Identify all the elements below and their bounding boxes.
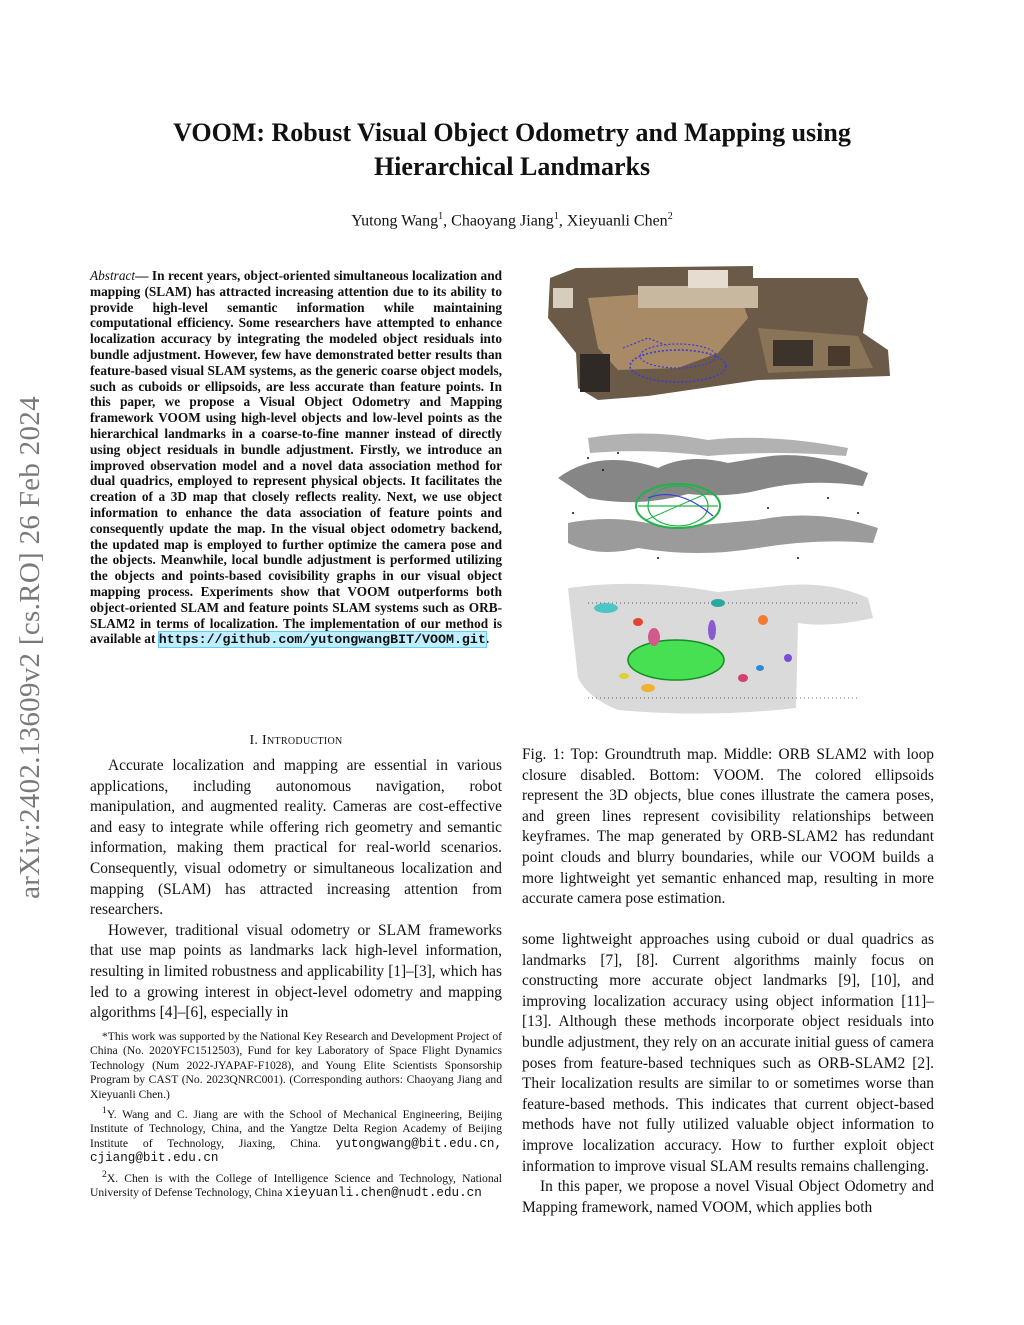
abstract [90, 268, 502, 648]
email-2: xieyuanli.chen@nudt.edu.cn [285, 1185, 482, 1200]
section-title: Introduction [262, 733, 343, 748]
author-name: Xieyuanli Chen [566, 212, 668, 230]
affiliation-mark: 1 [553, 211, 559, 222]
section-heading [90, 733, 502, 749]
paper-title: VOOM: Robust Visual Object Odometry and Mapping using Hierarchical Landmarks [173, 118, 851, 181]
affiliation-mark: 1 [438, 211, 444, 222]
right-column-body [522, 930, 934, 1218]
introduction-body [90, 756, 502, 1024]
figure-1-image [528, 258, 908, 720]
voom-map-panel [568, 584, 873, 714]
author-list: Yutong Wang$^1$, Chaoyang Jiang$^1$, Xieyuanli Chen$^2$ [351, 211, 673, 230]
figure-1 [528, 258, 908, 720]
abstract-end: . [485, 631, 490, 647]
abstract-label: Abstract [90, 268, 136, 283]
footnote-affiliation-2: $^2$X. Chen is with the College of Intelligence Science and Technology, National University of Defense Technology, China xieyuanli.chen@nudt.edu.cn [90, 1168, 502, 1200]
author-name: Chaoyang Jiang [451, 212, 554, 230]
code-link[interactable]: https://github.com/yutongwangBIT/VOOM.git [158, 632, 486, 648]
paragraph: However, traditional visual odometry or SLAM frameworks that use map points as landmarks lack high-level information, resulting in limited robustness and applicability [1]–[3], which has led to a growing interest in object-level odometry and mapping algorithms [4]–[6], especially in [90, 921, 502, 1022]
paragraph: In this paper, we propose a novel Visual Object Odometry and Mapping framework, named VOOM, which applies both [522, 1178, 934, 1216]
author-name: Yutong Wang [351, 212, 439, 230]
groundtruth-map-panel [548, 266, 890, 400]
abstract-text: — In recent years, object-oriented simultaneous localization and mapping (SLAM) has attracted increasing attention due to its ability to provide high-level semantic information while maintaining computational efficiency. Some researchers have attempted to enhance localization accuracy by integrating the modeled object residuals into bundle adjustment. However, few have demonstrated better results than feature-based visual SLAM systems, as the generic coarse object models, such as cuboids or ellipsoids, are less accurate than feature points. In this paper, we propose a Visual Object Odometry and Mapping framework VOOM using high-level objects and low-level points as the hierarchical landmarks in a coarse-to-fine manner instead of directly using object residuals in bundle adjustment. Firstly, we introduce an improved observation model and a novel data association method for dual quadrics, employed to represent physical objects. It facilitates the creation of a 3D map that closely reflects reality. Next, we use object information to enhance the data association of feature points and consequently update the map. In the visual object odometry backend, the updated map is employed to further optimize the camera pose and the objects. Meanwhile, local bundle adjustment is performed utilizing the objects and points-based covisibility graphs in our visual object mapping process. Experiments show that VOOM outperforms both object-oriented SLAM and feature points SLAM systems such as ORB-SLAM2 in terms of localization. The implementation of our method is available at [90, 268, 502, 647]
orbslam2-map-panel [558, 433, 878, 559]
arxiv-id: arXiv:2402.13609v2 [cs.RO] 26 Feb 2024 [13, 395, 46, 899]
figure-caption: Fig. 1: Top: Groundtruth map. Middle: ORB SLAM2 with loop closure disabled. Bottom: VOOM. The colored ellipsoids represent the 3D objects, blue cones illustrate the camera poses, and green lines represent covisibility relationships between keyframes. The map generated by ORB-SLAM2 has redundant point clouds and blurry boundaries, while our VOOM builds a more lightweight yet semantic enhanced map, resulting in more accurate camera pose estimation. [522, 746, 934, 908]
arxiv-stamp [8, 352, 52, 942]
footnote-affiliation-1: $^1$Y. Wang and C. Jiang are with the School of Mechanical Engineering, Beijing Institute of Technology, China, and the Yangtze Delta Region Academy of Beijing Institute of Technology, Jiaxing, China. yutongwang@bit.edu.cn, cjiang@bit.edu.cn [90, 1105, 502, 1166]
affiliation-mark: 2 [667, 211, 673, 222]
email-1: yutongwang@bit.edu.cn, cjiang@bit.edu.cn [90, 1136, 502, 1166]
paragraph: some lightweight approaches using cuboid or dual quadrics as landmarks [7], [8]. Current algorithms mainly focus on constructing more accurate object landmarks [9], [10], and improving localization accuracy using object information [11]–[13]. Although these methods incorporate object residuals into bundle adjustment, they rely on an accurate initial guess of camera poses from feature-based techniques such as ORB-SLAM2 [2]. Their localization results are similar to or sometimes worse than feature-based methods. This indicates that current object-based methods have not fully utilized valuable object information to improve localization accuracy. How to further exploit object information to improve visual SLAM results remains challenging. [522, 931, 934, 1175]
footnote-funding: *This work was supported by the National Key Research and Development Project of China (No. 2020YFC1512503), Fund for key Laboratory of Space Flight Dynamics Technology (Num 2022-JYAPAF-F1028), and Young Elite Scientists Sponsorship Program by CAST (No. 2023QNRC001). (Corresponding authors: Chaoyang Jiang and Xieyuanli Chen.) [90, 1030, 502, 1101]
footnotes [90, 1030, 502, 1202]
section-number: I. [249, 733, 259, 748]
paragraph: Accurate localization and mapping are essential in various applications, including autonomous navigation, robot manipulation, and augmented reality. Cameras are cost-effective and easy to integrate while offering rich geometry and semantic information, making them practical for real-world scenarios. Consequently, visual odometry or simultaneous localization and mapping (SLAM) has attracted increasing attention from researchers. [90, 757, 502, 919]
